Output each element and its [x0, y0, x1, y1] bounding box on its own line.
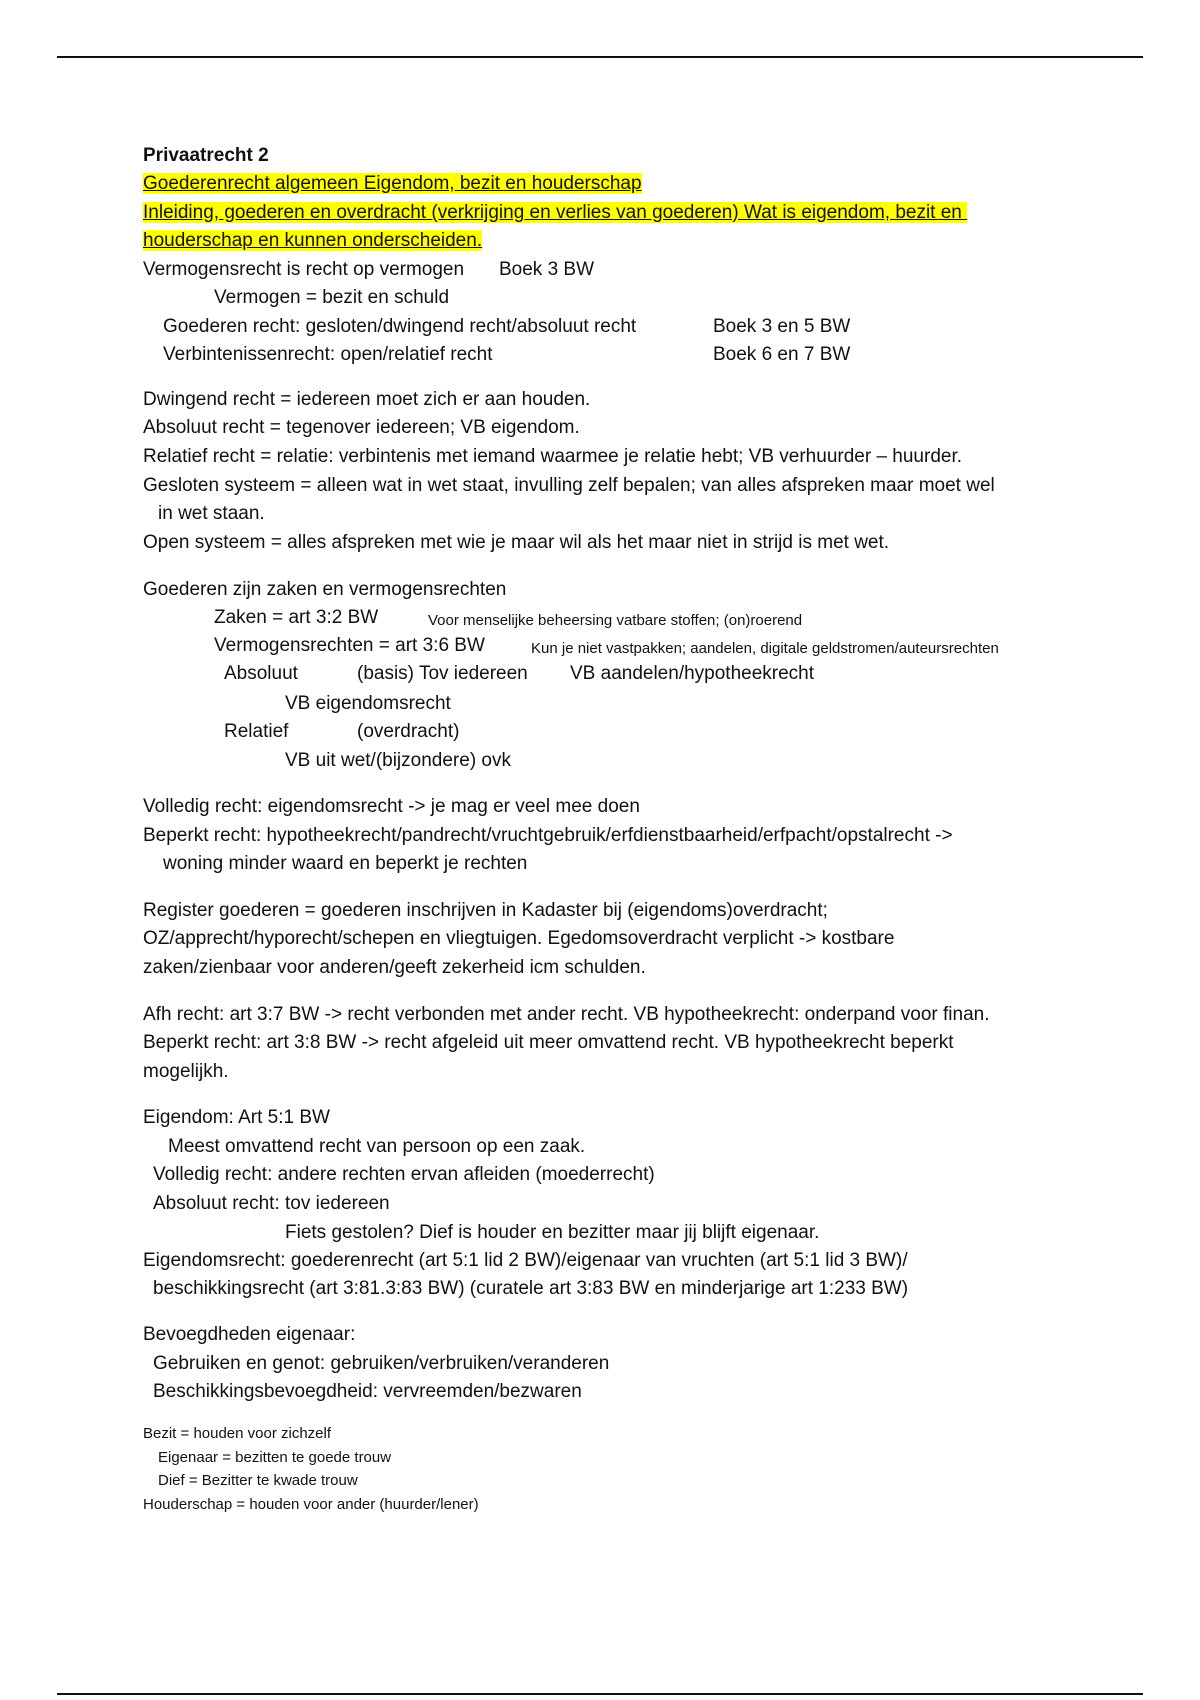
- text-line: Eigendomsrecht: goederenrecht (art 5:1 lid 2 BW)/eigenaar van vruchten (art 5:1 lid 3 BW)/: [143, 1250, 908, 1271]
- text-line: Gesloten systeem = alleen wat in wet staat, invulling zelf bepalen; van alles afspreken maar moet wel: [143, 475, 995, 496]
- text-line: Dwingend recht = iedereen moet zich er aan houden.: [143, 389, 591, 410]
- text-line: Bevoegdheden eigenaar:: [143, 1324, 356, 1345]
- top-rule: [57, 56, 1143, 58]
- text-line: Eigenaar = bezitten te goede trouw: [158, 1449, 392, 1466]
- text-line: Dief = Bezitter te kwade trouw: [158, 1472, 358, 1489]
- text-line: Relatief: [224, 721, 289, 742]
- text-line: Beschikkingsbevoegdheid: vervreemden/bezwaren: [153, 1381, 582, 1402]
- text-line: Houderschap = houden voor ander (huurder/lener): [143, 1496, 479, 1513]
- text-line: Beperkt recht: art 3:8 BW -> recht afgeleid uit meer omvattend recht. VB hypotheekrecht beperkt: [143, 1032, 954, 1053]
- text-line: Voor menselijke beheersing vatbare stoffen; (on)roerend: [428, 612, 803, 629]
- text-line: Gebruiken en genot: gebruiken/verbruiken/veranderen: [153, 1353, 610, 1374]
- text-line: Volledig recht: andere rechten ervan afleiden (moederrecht): [153, 1164, 655, 1185]
- text-line: Absoluut: [224, 663, 298, 684]
- text-line: zaken/zienbaar voor anderen/geeft zekerheid icm schulden.: [143, 957, 646, 978]
- text-line: Beperkt recht: hypotheekrecht/pandrecht/vruchtgebruik/erfdienstbaarheid/erfpacht/opstalrecht ->: [143, 825, 953, 846]
- text-line: Relatief recht = relatie: verbintenis met iemand waarmee je relatie hebt; VB verhuurder – huurder.: [143, 446, 963, 467]
- text-line: Absoluut recht = tegenover iedereen; VB eigendom.: [143, 417, 580, 438]
- highlighted-heading: [143, 172, 642, 196]
- text-line: Fiets gestolen? Dief is houder en bezitter maar jij blijft eigenaar.: [285, 1222, 820, 1243]
- text-line: OZ/apprecht/hyporecht/schepen en vliegtuigen. Egedomsoverdracht verplicht -> kostbare: [143, 928, 895, 949]
- text-line: Goederen recht: gesloten/dwingend recht/absoluut recht: [163, 316, 637, 337]
- text-line: Goederen zijn zaken en vermogensrechten: [143, 579, 507, 600]
- text-line: Bezit = houden voor zichzelf: [143, 1425, 332, 1442]
- text-line: Zaken = art 3:2 BW: [214, 607, 379, 628]
- text-line: (overdracht): [357, 721, 460, 742]
- highlighted-heading-line: houderschap en kunnen onderscheiden.: [143, 230, 483, 251]
- highlighted-heading: [143, 201, 967, 225]
- text-line: Kun je niet vastpakken; aandelen, digitale geldstromen/auteursrechten: [531, 640, 999, 657]
- text-line: Absoluut recht: tov iedereen: [153, 1193, 390, 1214]
- text-line: in wet staan.: [158, 503, 265, 524]
- text-line: Vermogensrecht is recht op vermogen: [143, 259, 465, 280]
- bottom-rule: [57, 1693, 1143, 1695]
- highlighted-heading-line: Goederenrecht algemeen Eigendom, bezit en houderschap: [143, 173, 642, 194]
- text-line: Open systeem = alles afspreken met wie je maar wil als het maar niet in strijd is met wet.: [143, 532, 890, 553]
- text-line: Boek 3 BW: [499, 259, 595, 280]
- text-line: Vermogen = bezit en schuld: [214, 287, 450, 308]
- text-line: Afh recht: art 3:7 BW -> recht verbonden met ander recht. VB hypotheekrecht: onderpand voor finan.: [143, 1004, 990, 1025]
- text-line: Boek 6 en 7 BW: [713, 344, 851, 365]
- text-line: Verbintenissenrecht: open/relatief recht: [163, 344, 493, 365]
- text-line: Eigendom: Art 5:1 BW: [143, 1107, 330, 1128]
- text-line: Boek 3 en 5 BW: [713, 316, 851, 337]
- text-line: beschikkingsrecht (art 3:81.3:83 BW) (curatele art 3:83 BW en minderjarige art 1:233 BW): [153, 1278, 909, 1299]
- text-line: VB uit wet/(bijzondere) ovk: [285, 750, 511, 771]
- text-line: Meest omvattend recht van persoon op een zaak.: [168, 1136, 586, 1157]
- text-line: Register goederen = goederen inschrijven in Kadaster bij (eigendoms)overdracht;: [143, 900, 828, 921]
- document-title: Privaatrecht 2: [143, 145, 269, 166]
- text-line: VB eigendomsrecht: [285, 693, 451, 714]
- highlighted-heading-line: Inleiding, goederen en overdracht (verkrijging en verlies van goederen) Wat is eigendom, bezit en: [143, 202, 968, 223]
- text-line: woning minder waard en beperkt je rechten: [163, 853, 528, 874]
- text-line: mogelijkh.: [143, 1061, 229, 1082]
- text-line: Vermogensrechten = art 3:6 BW: [214, 635, 485, 656]
- text-line: (basis) Tov iedereen: [357, 663, 528, 684]
- text-line: Volledig recht: eigendomsrecht -> je mag er veel mee doen: [143, 796, 640, 817]
- text-line: VB aandelen/hypotheekrecht: [570, 663, 815, 684]
- highlighted-heading: [143, 229, 482, 253]
